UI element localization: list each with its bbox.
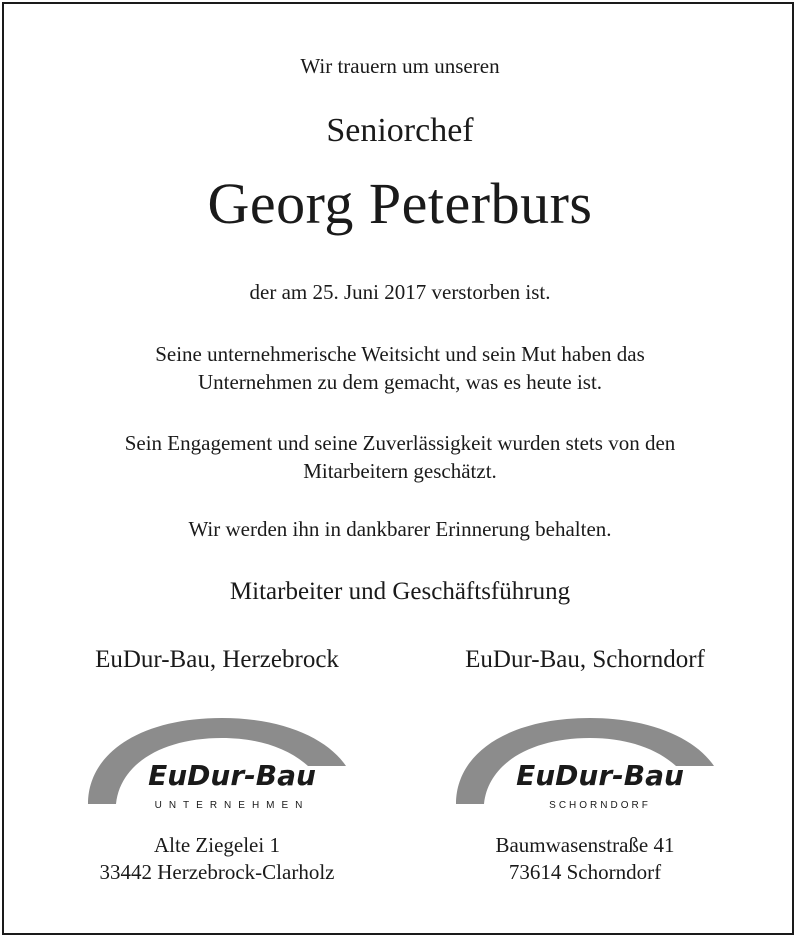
tribute-paragraph-2 bbox=[0, 429, 800, 485]
eudur-bau-logo-schorndorf bbox=[425, 712, 745, 816]
remembrance-line: Wir werden ihn in dankbarer Erinnerung behalten. bbox=[188, 517, 612, 541]
signoff: Mitarbeiter und Geschäftsführung bbox=[229, 578, 571, 605]
logo-subtext: SCHORNDORF bbox=[549, 800, 651, 811]
deceased-name: Georg Peterburs bbox=[207, 171, 593, 236]
company-name-schorndorf: EuDur-Bau, Schorndorf bbox=[465, 646, 705, 673]
company-name-herzebrock: EuDur-Bau, Herzebrock bbox=[95, 646, 339, 673]
address-city: 73614 Schorndorf bbox=[508, 860, 662, 884]
tribute-paragraph-1 bbox=[0, 340, 800, 396]
tribute-paragraph-2-line-2: Mitarbeitern geschätzt. bbox=[303, 459, 497, 483]
address-city: 33442 Herzebrock-Clarholz bbox=[99, 860, 335, 884]
address-schorndorf bbox=[425, 832, 745, 886]
tribute-paragraph-1-line-1: Seine unternehmerische Weitsicht und sein Mut haben das bbox=[155, 342, 645, 366]
logo-wordmark: EuDur-Bau bbox=[516, 759, 684, 792]
logo-subtext: UNTERNEHMEN bbox=[154, 800, 310, 811]
intro-text: Wir trauern um unseren bbox=[300, 54, 500, 78]
address-street: Baumwasenstraße 41 bbox=[495, 833, 675, 857]
tribute-paragraph-2-line-1: Sein Engagement und seine Zuverlässigkeit wurden stets von den bbox=[124, 431, 676, 455]
address-herzebrock bbox=[57, 832, 377, 886]
death-date-line: der am 25. Juni 2017 verstorben ist. bbox=[249, 280, 551, 304]
eudur-bau-logo-herzebrock bbox=[57, 712, 377, 816]
address-street: Alte Ziegelei 1 bbox=[154, 833, 280, 857]
deceased-title: Seniorchef bbox=[326, 112, 474, 149]
logo-wordmark: EuDur-Bau bbox=[148, 759, 316, 792]
tribute-paragraph-1-line-2: Unternehmen zu dem gemacht, was es heute ist. bbox=[197, 370, 603, 394]
